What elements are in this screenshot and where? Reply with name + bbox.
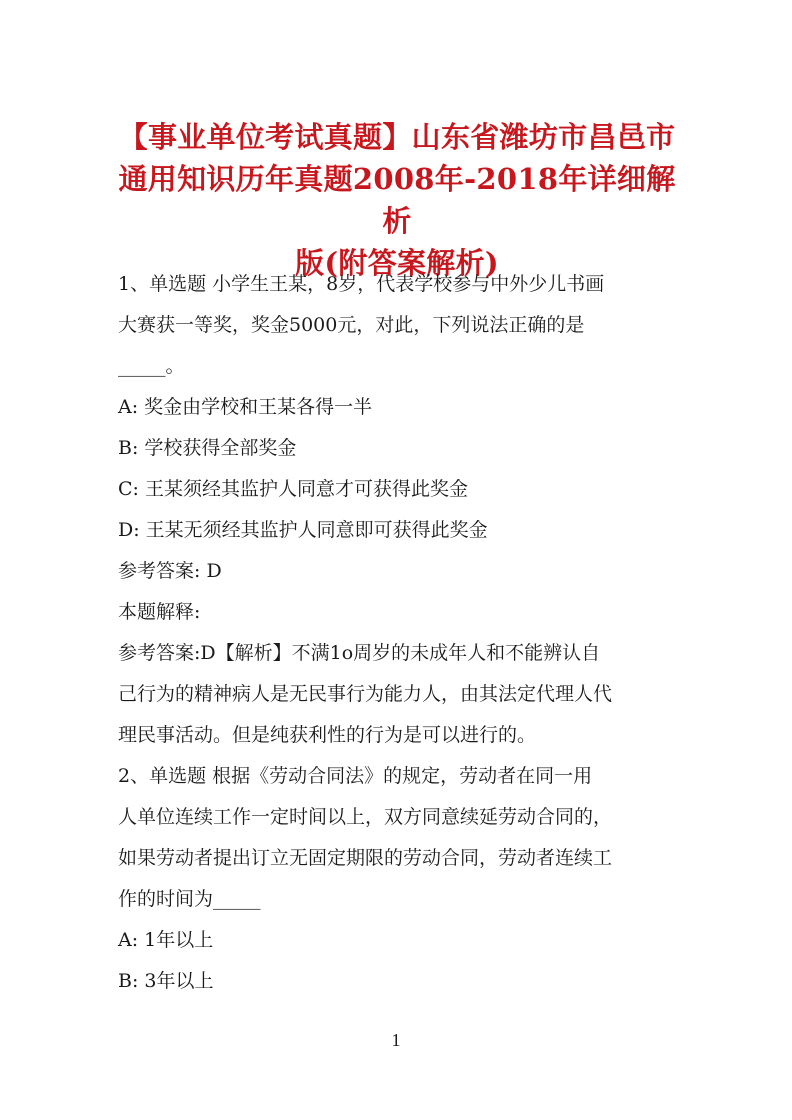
question-2-stem-line-4: 作的时间为_____ [118,888,261,910]
question-1-option-b: B: 学校获得全部奖金 [118,437,297,459]
title-line-2: 通用知识历年真题2008年-2018年详细解析 [118,162,676,238]
document-body [118,264,676,1002]
page-number: 1 [391,1030,401,1050]
question-2-stem-line-3: 如果劳动者提出订立无固定期限的劳动合同，劳动者连续工 [118,847,613,869]
question-2-stem-line-1: 2、单选题 根据《劳动合同法》的规定，劳动者在同一用 [118,765,593,787]
question-1-explanation-heading: 本题解释: [118,601,201,623]
title-line-1: 【事业单位考试真题】山东省潍坊市昌邑市 [118,120,676,154]
question-1-option-a: A: 奖金由学校和王某各得一半 [118,396,373,418]
question-1-explanation-line-1: 参考答案:D【解析】不满1o周岁的未成年人和不能辨认自 [118,642,601,664]
question-1-stem-line-3: _____。 [118,355,185,377]
question-1-stem-line-1: 1、单选题 小学生王某，8岁，代表学校参与中外少儿书画 [118,273,605,295]
question-1-explanation-line-3: 理民事活动。但是纯获利性的行为是可以进行的。 [118,724,537,746]
question-1-option-c: C: 王某须经其监护人同意才可获得此奖金 [118,478,468,500]
question-1-option-d: D: 王某无须经其监护人同意即可获得此奖金 [118,519,488,541]
title-line-3: 版(附答案解析) [295,246,499,280]
question-1-answer: 参考答案: D [118,560,222,582]
question-1-stem-line-2: 大赛获一等奖，奖金5000元，对此，下列说法正确的是 [118,314,585,336]
question-1-explanation-line-2: 己行为的精神病人是无民事行为能力人，由其法定代理人代 [118,683,613,705]
question-2-stem-line-2: 人单位连续工作一定时间以上，双方同意续延劳动合同的， [118,806,613,828]
document-title [110,116,684,284]
question-2-option-a: A: 1年以上 [118,929,214,951]
question-2-option-b: B: 3年以上 [118,970,214,992]
